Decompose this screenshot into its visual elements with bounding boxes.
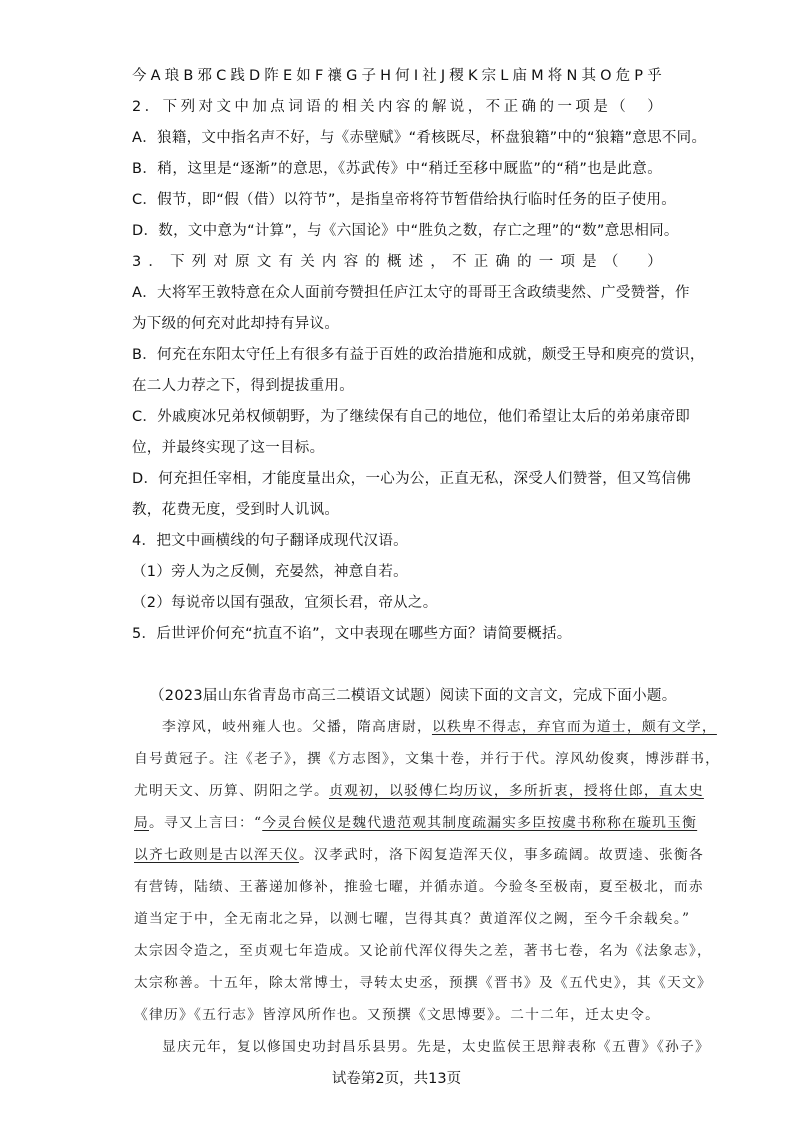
page-footer: 试卷第2页，共13页 [331, 1071, 462, 1087]
classical-text-line-9: 太宗称善。十五年，除太常博士，寻转太史丞，预撰《晋书》及《五代史》，其《天文》 [134, 975, 712, 991]
text-span: 尤明天文、历算、阴阳之学。 [134, 783, 329, 799]
classical-text-line-11: 显庆元年，复以修国史功封昌乐县男。先是，太史监侯王思辩表称《五曹》《孙子》 [162, 1039, 710, 1055]
question-3-option-d-line2: 教，花费无度，受到时人讥讽。 [132, 502, 340, 518]
classical-text-line-7: 道当定于中，全无南北之异，以测七曜，岂得其真？黄道浑仪之阙，至今千余载矣。” [134, 911, 691, 927]
classical-text-line-8: 太宗因令造之，至贞观七年造成。又论前代浑仪得失之差，著书七卷，名为《法象志》， [134, 943, 712, 959]
question-2-option-c: C．假节，即“假（借）以符节”，是指皇帝将符节暂借给执行临时任务的臣子使用。 [132, 192, 677, 208]
classical-text-line-4 [134, 813, 698, 833]
classical-text-line-2: 自号黄冠子。注《老子》，撰《方志图》，文集十卷，并行于代。淳风幼俊爽，博涉群书， [134, 751, 721, 767]
classical-text-line-1 [162, 717, 717, 737]
underlined-sentence: 今灵台候仪是魏代遗范观其制度疏漏实多臣按虞书称称在璇玑玉衡 [262, 815, 698, 831]
question-4-item-2: （2）每说帝以国有强敌，宜须长君，帝从之。 [132, 595, 438, 611]
question-3-option-c-line1: C．外戚庾冰兄弟权倾朝野，为了继续保有自己的地位，他们希望让太后的弟弟康帝即 [132, 409, 691, 425]
classical-text-line-6: 有营铸，陆绩、王蕃递加修补，推验七曜，并循赤道。今验冬至极南，夏至极北，而赤 [134, 879, 704, 895]
question-3-stem: 3．下列对原文有关内容的概述，不正确的一项是（ ） [132, 254, 662, 270]
option-letters-line: 今A琅B邪C践D阼E如F禳G子H何I社J稷K宗L庙M将N其O危P乎 [132, 68, 662, 84]
text-span: 李淳风，岐州雍人也。父播，隋高唐尉， [162, 719, 432, 735]
question-2-option-b: B．稍，这里是“逐渐”的意思，《苏武传》中“稍迁至移中厩监”的“稍”也是此意。 [132, 161, 662, 177]
question-3-option-b-line2: 在二人力荐之下，得到提拔重用。 [132, 378, 354, 394]
question-3-option-c-line2: 位，并最终实现了这一目标。 [132, 440, 325, 456]
question-3-option-a-line1: A．大将军王敦特意在众人面前夸赞担任庐江太守的哥哥王含政绩斐然、广受赞誉，作 [132, 285, 690, 301]
underlined-sentence: 贞观初，以驳傅仁均历议，多所折衷，授将仕郎，直太史 [328, 783, 704, 799]
text-span: 。寻又上言曰：“ [149, 815, 263, 831]
question-3-option-d-line1: D．何充担任宰相，才能度量出众，一心为公，正直无私，深受人们赞誉，但又笃信佛 [132, 471, 692, 487]
question-4-stem: 4．把文中画横线的句子翻译成现代汉语。 [132, 533, 408, 549]
underlined-sentence: 以秩卑不得志，弃官而为道士，颇有文学， [431, 719, 717, 735]
question-2-stem: 2．下列对文中加点词语的相关内容的解说，不正确的一项是（ ） [132, 99, 662, 115]
question-3-option-b-line1: B．何充在东阳太守任上有很多有益于百姓的政治措施和成就，颇受王导和庾亮的赏识， [132, 347, 705, 363]
text-span: 。汉孝武时，洛下闳复造浑天仪，事多疏阔。故贾逵、张衡各 [298, 847, 704, 863]
underlined-sentence: 局 [134, 815, 149, 831]
question-3-option-a-line2: 为下级的何充对此却持有异议。 [132, 316, 340, 332]
question-2-option-d: D．数，文中意为“计算”，与《六国论》中“胜负之数，存亡之理”的“数”意思相同。 [132, 223, 679, 239]
question-4-item-1: （1）旁人为之反侧，充晏然，神意自若。 [132, 564, 408, 580]
source-intro: （2023届山东省青岛市高三二模语文试题）阅读下面的文言文，完成下面小题。 [150, 688, 677, 704]
classical-text-line-5 [134, 845, 704, 865]
underlined-sentence: 以齐七政则是古以浑天仪 [134, 847, 299, 863]
question-2-option-a: A．狼籍，文中指名声不好，与《赤壁赋》“肴核既尽，杯盘狼籍”中的“狼籍”意思不同。 [132, 130, 707, 146]
classical-text-line-10: 《律历》《五行志》皆淳风所作也。又预撰《文思博要》。二十二年，迁太史令。 [134, 1007, 661, 1023]
question-5-stem: 5．后世评价何充“抗直不谄”，文中表现在哪些方面？请简要概括。 [132, 626, 572, 642]
classical-text-line-3 [134, 781, 704, 801]
